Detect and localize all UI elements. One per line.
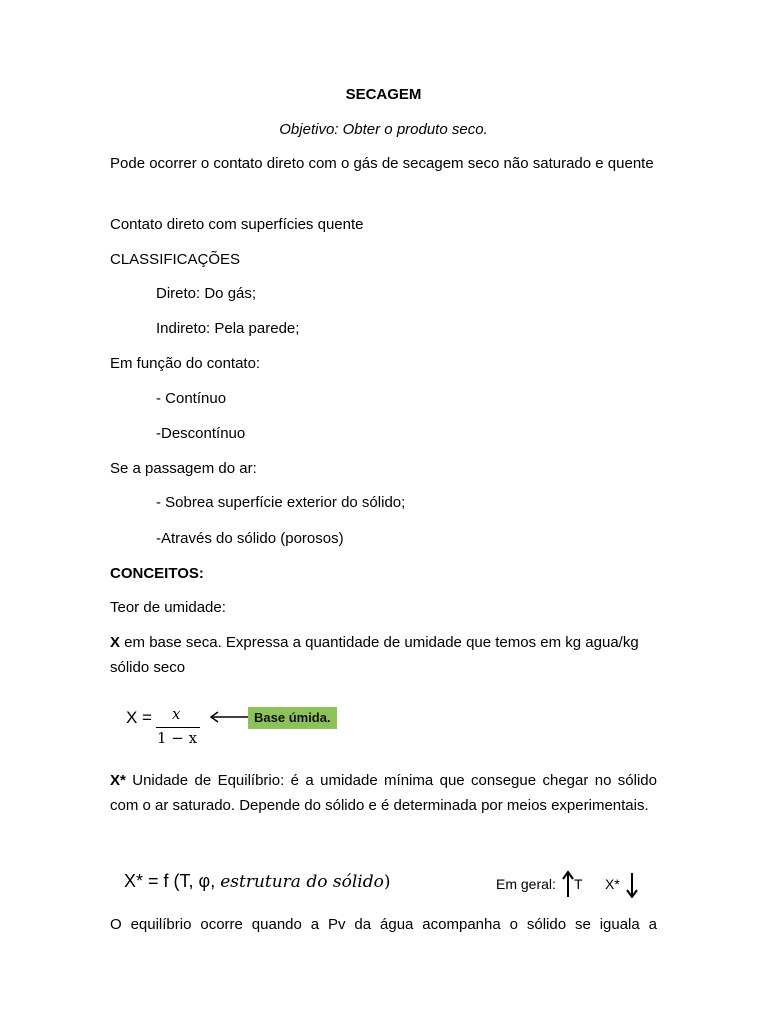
list-item-continuo: - Contínuo	[156, 390, 227, 407]
arrow-up-icon	[562, 870, 574, 898]
heading-funcao-contato: Em função do contato:	[110, 355, 261, 372]
paragraph-x-base-seca	[110, 630, 657, 680]
formula1-lhs: X =	[126, 708, 152, 727]
em-geral-label: Em geral:	[496, 876, 556, 892]
paragraph-x-equilibrio	[110, 768, 657, 818]
paragraph-contact-gas: Pode ocorrer o contato direto com o gás de secagem seco não saturado e quente	[110, 155, 654, 172]
base-umida-label: Base úmida.	[248, 707, 337, 729]
heading-teor-umidade: Teor de umidade:	[110, 599, 226, 616]
xstar-symbol: X*	[110, 772, 126, 789]
formula2-italic: estrutura do sólido	[220, 872, 384, 892]
objective-line: Objetivo: Obter o produto seco.	[279, 121, 488, 138]
x-symbol: X	[110, 634, 121, 651]
xstar-description: Unidade de Equilíbrio: é a umidade mínima que consegue chegar no sólido com o ar saturado. Depende do sólido e é determinada por meios experimentais.	[110, 772, 657, 814]
arrow-left-icon	[208, 710, 250, 724]
fraction-bar	[156, 727, 200, 728]
document-page	[110, 0, 657, 1024]
heading-passagem-ar: Se a passagem do ar:	[110, 460, 257, 477]
formula-equilibrio	[124, 871, 390, 892]
formula2-lhs: X* = f (T, φ,	[124, 871, 221, 891]
document-title: SECAGEM	[345, 86, 422, 103]
x-description: em base seca. Expressa a quantidade de umidade que temos em kg agua/kg sólido seco	[110, 634, 639, 676]
xstar-label: X*	[605, 876, 620, 892]
list-item-descontinuo: -Descontínuo	[156, 425, 246, 442]
list-item-indireto: Indireto: Pela parede;	[156, 320, 300, 337]
heading-conceitos: CONCEITOS:	[110, 565, 204, 582]
paragraph-equilibrio: O equilíbrio ocorre quando a Pv da água acompanha o sólido se iguala a	[110, 916, 657, 933]
formula1-numerator: x	[172, 705, 181, 723]
formula2-rhs: )	[383, 872, 391, 892]
list-item-atraves: -Através do sólido (porosos)	[156, 530, 344, 547]
heading-classificacoes: CLASSIFICAÇÕES	[110, 251, 241, 268]
arrow-down-icon	[626, 872, 638, 898]
list-item-direto: Direto: Do gás;	[156, 285, 257, 302]
formula1-denominator: 1 − x	[157, 729, 198, 747]
t-label: T	[574, 876, 583, 892]
list-item-sobre-superficie: - Sobrea superfície exterior do sólido;	[156, 494, 406, 511]
paragraph-contact-surface: Contato direto com superfícies quente	[110, 216, 364, 233]
